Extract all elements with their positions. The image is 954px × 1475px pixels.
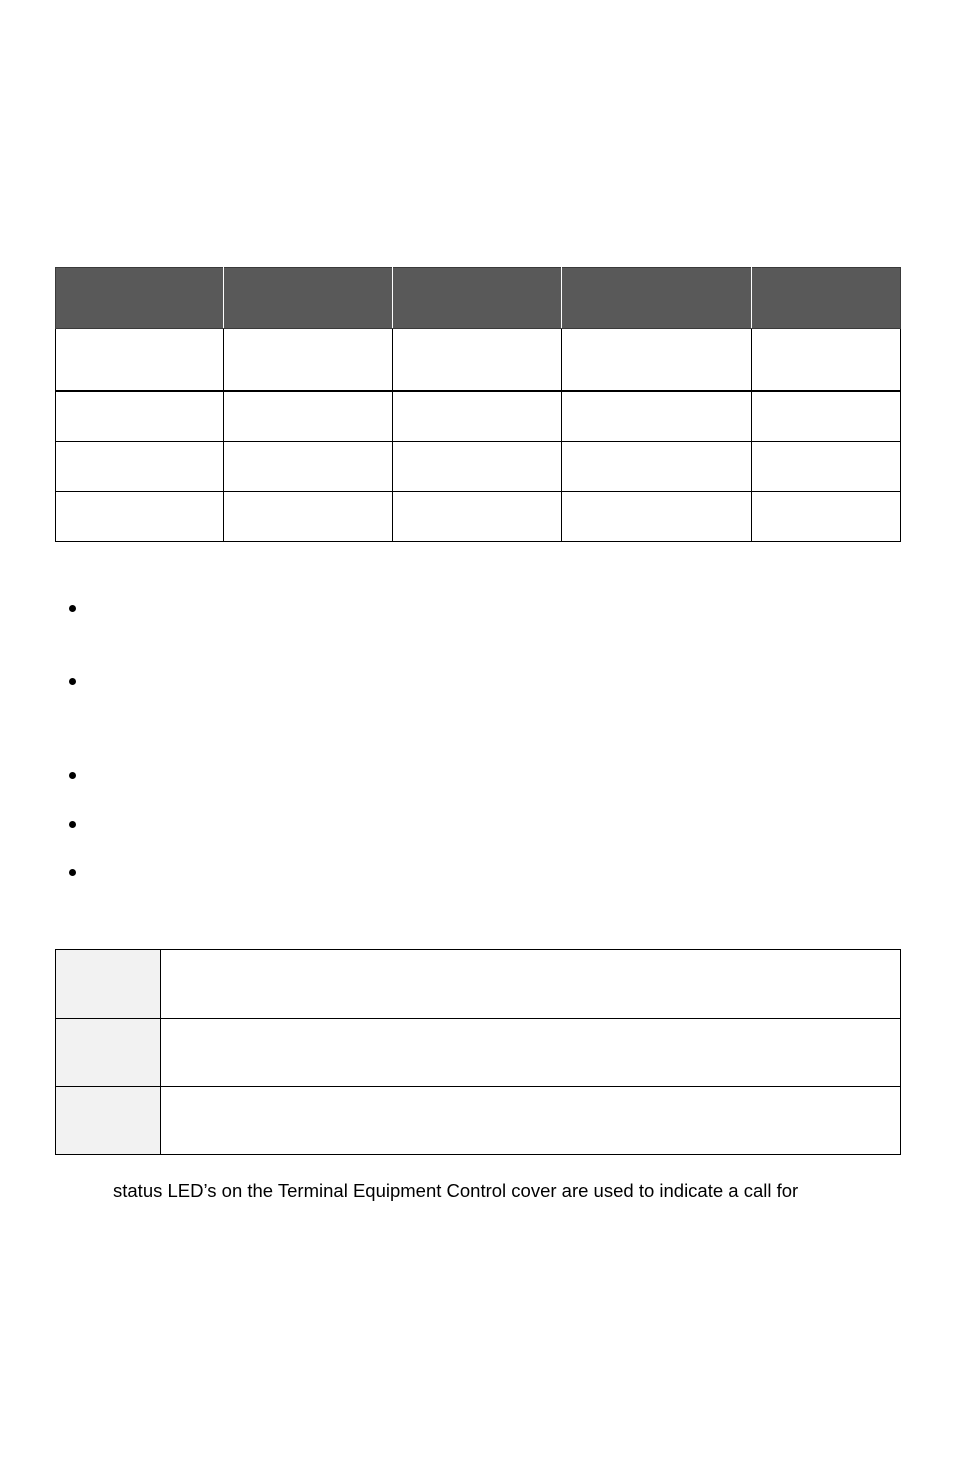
- table-cell: [562, 391, 752, 442]
- row-label-cell: [56, 1019, 161, 1087]
- table-cell: [224, 391, 393, 442]
- table-row: [56, 391, 901, 442]
- table-cell: [224, 329, 393, 392]
- table-row: [56, 329, 901, 392]
- table-cell: [224, 492, 393, 542]
- status-table: [55, 949, 901, 1155]
- table-cell: [56, 492, 224, 542]
- table-cell: [752, 492, 901, 542]
- table-cell: [562, 329, 752, 392]
- body-paragraph: status LED’s on the Terminal Equipment Control cover are used to indicate a call for: [113, 1180, 799, 1201]
- table-row: [56, 492, 901, 542]
- row-text-cell: [161, 950, 901, 1019]
- table-cell: [752, 329, 901, 392]
- table-cell: [224, 442, 393, 492]
- data-table: [55, 267, 901, 542]
- table-cell: [393, 329, 562, 392]
- table-cell: [56, 442, 224, 492]
- table-header-cell: [393, 268, 562, 329]
- table-header-cell: [56, 268, 224, 329]
- table-row: [56, 1087, 901, 1155]
- row-text-cell: [161, 1019, 901, 1087]
- table-header-cell: [562, 268, 752, 329]
- table-cell: [752, 391, 901, 442]
- table-header-cell: [224, 268, 393, 329]
- table-cell: [56, 391, 224, 442]
- table-header-cell: [752, 268, 901, 329]
- row-label-cell: [56, 950, 161, 1019]
- row-text-cell: [161, 1087, 901, 1155]
- table-cell: [56, 329, 224, 392]
- table-cell: [752, 442, 901, 492]
- bullet-icon: [69, 678, 76, 685]
- table-cell: [562, 492, 752, 542]
- table-header-row: [56, 268, 901, 329]
- table-cell: [393, 391, 562, 442]
- bullet-icon: [69, 821, 76, 828]
- bullet-icon: [69, 869, 76, 876]
- table-cell: [393, 492, 562, 542]
- bullet-icon: [69, 772, 76, 779]
- bullet-icon: [69, 605, 76, 612]
- table-row: [56, 442, 901, 492]
- table-row: [56, 1019, 901, 1087]
- table-cell: [393, 442, 562, 492]
- row-label-cell: [56, 1087, 161, 1155]
- table-row: [56, 950, 901, 1019]
- table-cell: [562, 442, 752, 492]
